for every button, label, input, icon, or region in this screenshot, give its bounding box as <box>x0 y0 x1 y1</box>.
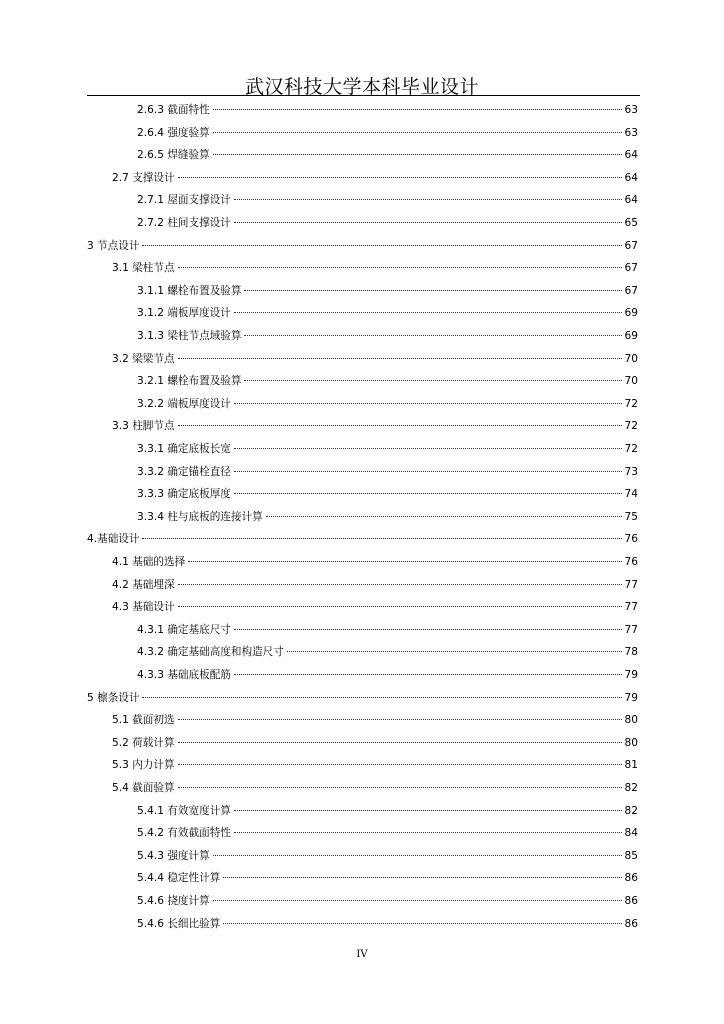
toc-entry-label: 2.7.1 屋面支撑设计 <box>137 194 231 207</box>
toc-dot-leader <box>234 628 622 630</box>
toc-entry-page: 72 <box>624 420 638 433</box>
toc-entry[interactable] <box>87 236 638 256</box>
toc-entry-label: 5.4.2 有效截面特性 <box>137 827 231 840</box>
toc-entry[interactable] <box>137 123 638 143</box>
toc-entry[interactable] <box>112 710 638 730</box>
toc-entry-page: 65 <box>624 217 638 229</box>
toc-dot-leader <box>287 650 622 652</box>
toc-entry-label: 3.3.1 确定底板长宽 <box>137 443 231 455</box>
toc-entry-page: 64 <box>624 194 638 207</box>
toc-dot-leader <box>188 560 621 562</box>
toc-dot-leader <box>223 922 621 924</box>
toc-dot-leader <box>213 899 622 901</box>
toc-entry[interactable] <box>137 823 638 843</box>
toc-entry[interactable] <box>112 733 638 753</box>
toc-dot-leader <box>244 379 621 381</box>
toc-entry[interactable] <box>137 642 638 662</box>
toc-entry[interactable] <box>137 303 638 323</box>
toc-entry-label: 4.1 基础的选择 <box>112 556 186 568</box>
toc-entry[interactable] <box>112 575 638 595</box>
toc-entry-label: 2.7.2 柱间支撑设计 <box>137 217 231 229</box>
toc-dot-leader <box>178 266 622 268</box>
toc-dot-leader <box>178 357 622 359</box>
toc-entry-label: 3.1.1 螺栓布置及验算 <box>137 284 242 297</box>
toc-entry-page: 80 <box>624 714 638 727</box>
toc-entry[interactable] <box>137 371 638 391</box>
toc-entry-page: 86 <box>624 917 638 930</box>
toc-dot-leader <box>234 470 622 472</box>
toc-entry-page: 64 <box>624 171 638 184</box>
toc-entry-label: 3.2.2 端板厚度设计 <box>137 397 231 410</box>
toc-entry[interactable] <box>137 213 638 233</box>
toc-entry[interactable] <box>137 462 638 482</box>
toc-entry-label: 3.1.2 端板厚度设计 <box>137 307 231 320</box>
toc-entry[interactable] <box>137 326 638 346</box>
toc-entry-label: 3.2.1 螺栓布置及验算 <box>137 375 242 388</box>
toc-entry-label: 4.3.1 确定基底尺寸 <box>137 623 231 636</box>
toc-entry-page: 85 <box>624 849 638 862</box>
toc-entry-page: 67 <box>624 239 638 252</box>
toc-dot-leader <box>178 741 622 743</box>
toc-entry-page: 63 <box>624 104 638 116</box>
toc-dot-leader <box>244 334 621 336</box>
toc-entry-label: 3.1.3 梁柱节点域验算 <box>137 330 242 342</box>
toc-entry-label: 3 节点设计 <box>87 239 140 252</box>
toc-entry[interactable] <box>87 529 638 549</box>
toc-entry[interactable] <box>137 846 638 866</box>
toc-dot-leader <box>213 108 622 110</box>
toc-entry-page: 70 <box>624 352 638 365</box>
toc-entry[interactable] <box>112 168 638 188</box>
toc-entry-label: 2.6.5 焊缝验算 <box>137 149 210 162</box>
toc-entry[interactable] <box>137 281 638 301</box>
toc-entry[interactable] <box>112 597 638 617</box>
toc-entry-label: 5.1 截面初选 <box>112 714 175 727</box>
toc-dot-leader <box>213 131 622 133</box>
toc-entry-page: 80 <box>624 736 638 749</box>
toc-entry-page: 69 <box>624 330 638 342</box>
toc-entry-page: 63 <box>624 126 638 139</box>
toc-entry-page: 64 <box>624 149 638 162</box>
toc-entry-page: 86 <box>624 872 638 885</box>
toc-entry-page: 79 <box>624 669 638 681</box>
toc-entry[interactable] <box>137 100 638 120</box>
toc-entry[interactable] <box>112 778 638 798</box>
toc-entry-label: 4.基础设计 <box>87 533 140 546</box>
toc-entry-page: 84 <box>624 827 638 840</box>
toc-entry-label: 5.2 荷载计算 <box>112 736 175 749</box>
toc-entry-page: 78 <box>624 646 638 659</box>
toc-dot-leader <box>266 515 622 517</box>
toc-dot-leader <box>213 854 622 856</box>
toc-entry-page: 74 <box>624 488 638 501</box>
toc-entry[interactable] <box>137 891 638 911</box>
toc-entry-page: 82 <box>624 804 638 817</box>
toc-entry-label: 5.4.3 强度计算 <box>137 849 210 862</box>
toc-entry-label: 3.3.3 确定底板厚度 <box>137 488 231 501</box>
toc-entry[interactable] <box>137 484 638 504</box>
toc-entry-label: 4.3.2 确定基础高度和构造尺寸 <box>137 646 284 659</box>
toc-dot-leader <box>178 718 622 720</box>
document-header-title: 武汉科技大学本科毕业设计 <box>244 76 479 98</box>
toc-dot-leader <box>244 289 621 291</box>
toc-entry-page: 67 <box>624 262 638 275</box>
toc-dot-leader <box>234 402 622 404</box>
toc-entry[interactable] <box>137 507 638 527</box>
toc-entry-page: 72 <box>624 397 638 410</box>
header-divider <box>87 95 640 96</box>
toc-entry-label: 3.2 梁梁节点 <box>112 352 175 365</box>
toc-dot-leader <box>178 424 622 426</box>
toc-entry-page: 70 <box>624 375 638 388</box>
toc-dot-leader <box>234 311 622 313</box>
toc-entry-page: 72 <box>624 443 638 455</box>
toc-entry[interactable] <box>112 755 638 775</box>
toc-entry[interactable] <box>137 190 638 210</box>
toc-dot-leader <box>234 198 622 200</box>
toc-dot-leader <box>234 492 622 494</box>
toc-dot-leader <box>234 447 622 449</box>
toc-dot-leader <box>234 809 622 811</box>
toc-dot-leader <box>142 537 621 539</box>
toc-entry[interactable] <box>137 620 638 640</box>
toc-entry-page: 77 <box>624 578 638 591</box>
toc-entry[interactable] <box>112 258 638 278</box>
toc-entry[interactable] <box>137 394 638 414</box>
toc-entry-label: 2.6.3 截面特性 <box>137 104 210 116</box>
toc-entry-label: 3.3 柱脚节点 <box>112 420 175 433</box>
toc-entry[interactable] <box>87 688 638 708</box>
toc-dot-leader <box>213 153 622 155</box>
toc-entry-label: 5.4.4 稳定性计算 <box>137 872 221 885</box>
toc-entry-page: 81 <box>624 759 638 772</box>
toc-entry-label: 4.2 基础埋深 <box>112 578 175 591</box>
toc-entry-label: 5.3 内力计算 <box>112 759 175 772</box>
toc-entry-page: 69 <box>624 307 638 320</box>
toc-dot-leader <box>234 673 622 675</box>
toc-entry[interactable] <box>137 665 638 685</box>
toc-entry-label: 5.4.6 挠度计算 <box>137 895 210 907</box>
toc-entry-label: 4.3.3 基础底板配筋 <box>137 669 231 681</box>
toc-entry-label: 4.3 基础设计 <box>112 601 175 614</box>
toc-entry-label: 3.3.4 柱与底板的连接计算 <box>137 510 263 523</box>
toc-entry-label: 3.1 梁柱节点 <box>112 262 175 275</box>
toc-entry-page: 79 <box>624 691 638 704</box>
toc-entry[interactable] <box>137 914 638 934</box>
toc-dot-leader <box>178 786 622 788</box>
toc-entry-label: 3.3.2 确定锚栓直径 <box>137 465 231 478</box>
toc-entry[interactable] <box>112 552 638 572</box>
toc-entry-label: 5 檩条设计 <box>87 691 140 704</box>
toc-dot-leader <box>234 221 622 223</box>
toc-dot-leader <box>234 831 622 833</box>
toc-entry-page: 76 <box>624 556 638 568</box>
toc-dot-leader <box>142 696 621 698</box>
toc-entry-page: 75 <box>624 510 638 523</box>
toc-entry[interactable] <box>112 349 638 369</box>
toc-dot-leader <box>142 244 621 246</box>
toc-entry-page: 82 <box>624 782 638 794</box>
toc-entry[interactable] <box>137 801 638 821</box>
toc-entry-page: 73 <box>624 465 638 478</box>
toc-dot-leader <box>178 605 622 607</box>
toc-entry-label: 5.4.1 有效宽度计算 <box>137 804 231 817</box>
toc-entry-page: 77 <box>624 601 638 614</box>
toc-entry-label: 2.6.4 强度验算 <box>137 126 210 139</box>
toc-entry[interactable] <box>137 868 638 888</box>
page-number: IV <box>356 949 368 960</box>
toc-entry[interactable] <box>137 439 638 459</box>
toc-entry-label: 5.4 截面验算 <box>112 782 175 794</box>
toc-dot-leader <box>178 176 622 178</box>
toc-dot-leader <box>178 763 622 765</box>
toc-entry-page: 86 <box>624 895 638 907</box>
toc-dot-leader <box>223 876 621 878</box>
toc-entry-page: 77 <box>624 623 638 636</box>
toc-entry-page: 76 <box>624 533 638 546</box>
toc-entry-page: 67 <box>624 284 638 297</box>
toc-entry[interactable] <box>112 416 638 436</box>
toc-entry-label: 5.4.6 长细比验算 <box>137 917 221 930</box>
toc-dot-leader <box>178 583 622 585</box>
toc-entry-label: 2.7 支撑设计 <box>112 171 175 184</box>
toc-entry[interactable] <box>137 145 638 165</box>
